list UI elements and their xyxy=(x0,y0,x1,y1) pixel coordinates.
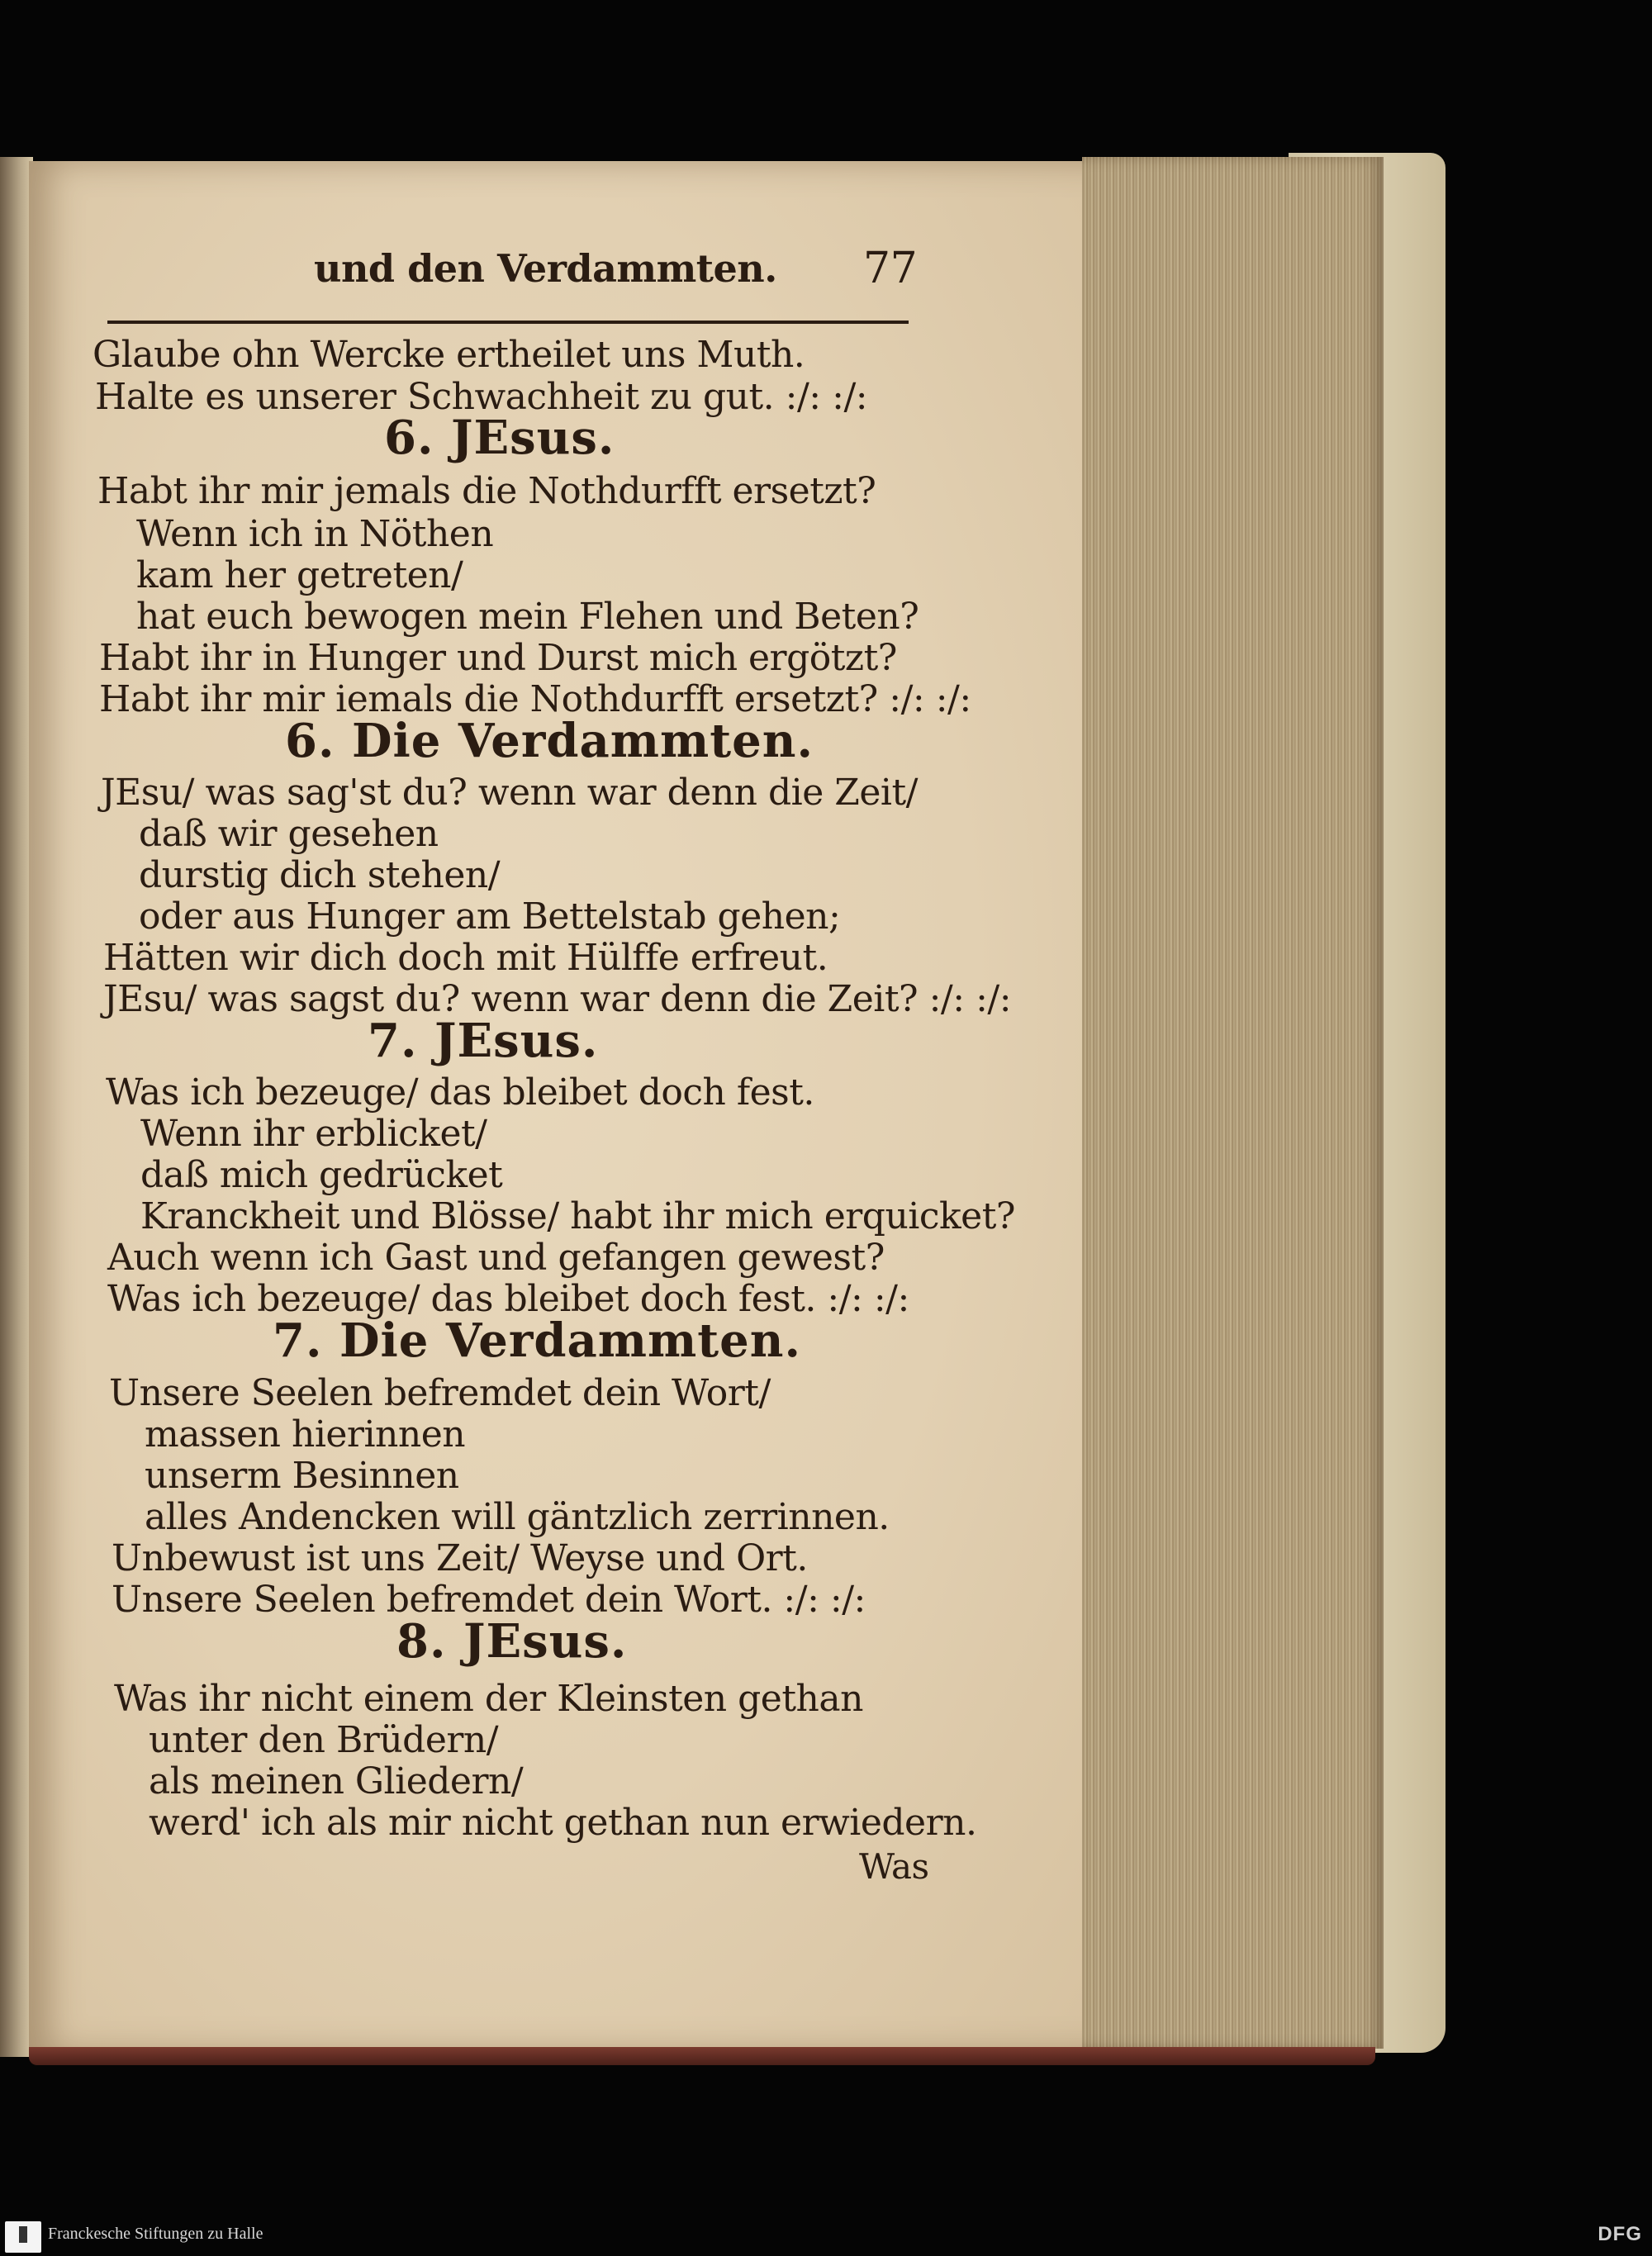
header-rule xyxy=(107,321,909,324)
text-line: daß mich gedrücket xyxy=(140,1154,503,1196)
text-line: als meinen Gliedern/ xyxy=(149,1760,524,1802)
text-line: oder aus Hunger am Bettelstab gehen; xyxy=(139,895,841,938)
page-number: 77 xyxy=(863,244,918,293)
text-line: daß wir gesehen xyxy=(139,813,439,855)
text-line: Wenn ich in Nöthen xyxy=(136,513,494,555)
institution-name: Franckesche Stiftungen zu Halle xyxy=(48,2225,263,2243)
section-heading: 8. JEsus. xyxy=(396,1614,628,1669)
text-line: durstig dich stehen/ xyxy=(139,854,501,896)
text-line: JEsu/ was sag'st du? wenn war denn die Zeit/ xyxy=(101,772,918,814)
text-line: kam her getreten/ xyxy=(136,554,463,596)
running-header: und den Verdammten. xyxy=(314,246,777,291)
text-line: alles Andencken will gäntzlich zerrinnen. xyxy=(145,1496,890,1538)
text-line: Was ihr nicht einem der Kleinsten gethan xyxy=(114,1678,863,1720)
book-bottom-edge xyxy=(29,2047,1375,2065)
text-line: Hätten wir dich doch mit Hülffe erfreut. xyxy=(103,937,828,979)
viewer-footer xyxy=(0,2216,1652,2256)
text-line: Kranckheit und Blösse/ habt ihr mich erquicket? xyxy=(140,1195,1015,1237)
text-line: Auch wenn ich Gast und gefangen gewest? xyxy=(107,1237,885,1279)
text-line: Habt ihr mir iemals die Nothdurfft ersetzt? :/: :/: xyxy=(99,678,971,720)
text-line: Habt ihr in Hunger und Durst mich ergötzt? xyxy=(99,637,897,679)
dfg-logo: DFG xyxy=(1597,2223,1642,2245)
text-line: Glaube ohn Wercke ertheilet uns Muth. xyxy=(93,334,805,376)
text-line: Unsere Seelen befremdet dein Wort. :/: :/: xyxy=(112,1579,866,1621)
catchword: Was xyxy=(859,1846,929,1887)
text-line: Wenn ihr erblicket/ xyxy=(140,1113,487,1155)
section-heading: 6. JEsus. xyxy=(384,411,615,465)
text-line: JEsu/ was sagst du? wenn war denn die Zeit? :/: :/: xyxy=(103,978,1012,1020)
text-line: unter den Brüdern/ xyxy=(149,1719,499,1761)
book-spine xyxy=(0,157,33,2057)
text-line: werd' ich als mir nicht gethan nun erwiedern. xyxy=(149,1802,977,1844)
text-line: Halte es unserer Schwachheit zu gut. :/: :/: xyxy=(95,376,868,418)
text-line: unserm Besinnen xyxy=(145,1455,459,1497)
text-line: Unsere Seelen befremdet dein Wort/ xyxy=(109,1372,771,1414)
text-line: Unbewust ist uns Zeit/ Weyse und Ort. xyxy=(112,1537,808,1579)
text-line: massen hierinnen xyxy=(145,1413,466,1456)
text-line: Was ich bezeuge/ das bleibet doch fest. :/: :/: xyxy=(107,1278,909,1320)
text-line: hat euch bewogen mein Flehen und Beten? xyxy=(136,596,919,638)
page-fore-edge xyxy=(1082,157,1384,2049)
text-line: Habt ihr mir jemals die Nothdurfft ersetzt? xyxy=(97,470,876,512)
section-heading: 7. JEsus. xyxy=(368,1014,599,1068)
text-line: Was ich bezeuge/ das bleibet doch fest. xyxy=(106,1071,814,1114)
section-heading: 6. Die Verdammten. xyxy=(285,714,814,768)
institution-logo-icon xyxy=(5,2221,41,2253)
section-heading: 7. Die Verdammten. xyxy=(273,1313,802,1368)
